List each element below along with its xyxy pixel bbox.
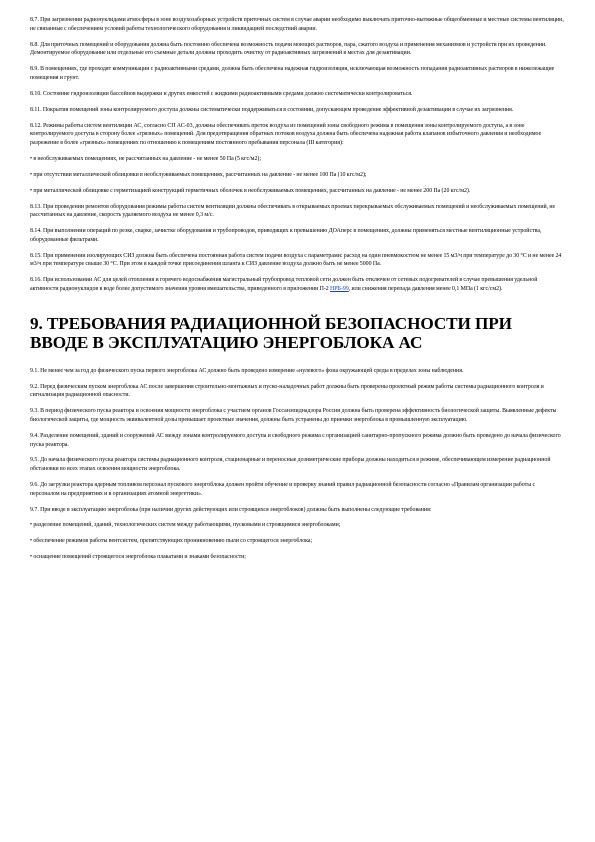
section-8-paragraph: • в необслуживаемых помещениях, не рассчитанных на давление - не менее 50 Па (5 кгс/м2);: [30, 155, 261, 162]
section-9-paragraph: 9.1. Не менее чем за год до физического пуска первого энергоблока АС должно быть проведено измерение «нулевого» фона окружающей среды в пределах зоны наблюдения.: [30, 367, 464, 374]
section-9-paragraph: • обеспечение режимов работы вентсистем, препятствующих проникновению пыли со строящегося энергоблока;: [30, 538, 313, 545]
section-8-paragraph: 8.15. При применении изолирующих СИЗ должна быть обеспечена постоянная работа систем подачи воздуха с параметрами: расход на один пневмокостюм не менее 15 м3/ч при температуре до 30 °С и не менее 24 м3/ч при температуре свыше 30 °С. При этом в каждой точке присоединения шланга к СИЗ давление воздуха должно быть не менее 5000 Па.: [30, 252, 562, 268]
section-9-heading: 9. ТРЕБОВАНИЯ РАДИАЦИОННОЙ БЕЗОПАСНОСТИ ПРИ ВВОДЕ В ЭКСПЛУАТАЦИЮ ЭНЕРГОБЛОКА АС: [30, 313, 512, 353]
section-9-paragraph: • разделение помещений, зданий, технологических систем между работающими, пусковыми и строящимися энергоблоками;: [30, 522, 341, 529]
section-9-paragraph: 9.3. В период физического пуска реактора и освоения мощности энергоблока с участием органов Госсанэпиднадзора России должна быть проверена эффективность биологической защиты. Выявленные дефекты биологической защиты, где мощность эквивалентной дозы превышает проектные значения, должны быть устранены до приемки энергоблока в промышленную эксплуатацию.: [30, 408, 557, 423]
section-8-paragraph: 8.12. Режимы работы систем вентиляции АС, согласно СП АС-03, должны обеспечивать преток воздуха из помещений зоны свободного режима в помещения зоны контролируемого доступа, а в зоне контролируемого доступа в сторону более «грязных» помещений. Для предотвращения обратных потоков воздуха должна быть обеспечена надежная работа клапанов избыточного давления и необходимое разрежение в более «грязных» помещениях по отношению к помещениям постоянного пребывания персонала (III категория):: [30, 122, 542, 146]
section-8-paragraph: 8.10. Состояние гидроизоляции бассейнов выдержки и других емкостей с жидкими радиоактивными средами должно систематически контролироваться.: [30, 90, 413, 97]
section-8-paragraph: 8.14. При выполнении операций по резке, сварке, зачистке оборудования и трубопроводов, приводящих к превышению ДОАперс в помещениях, должны применяться местные вентиляционные устройства, оборудованные фильтрами.: [30, 228, 542, 243]
nrb-99-link[interactable]: НРБ-99: [330, 286, 349, 293]
section-9-paragraph: • оснащение помещений строящегося энергоблока плакатами и знаками безопасности;: [30, 554, 246, 561]
section-8-paragraph: 8.11. Покрытия помещений зоны контролируемого доступа должны систематически поддерживаться в состоянии, допускающем проведение эффективной дезактивации в случае их загрязнения.: [30, 106, 514, 113]
section-8-paragraph: • при металлической облицовке с герметизацией конструкций герметичных оболочек в необслуживаемых помещениях, рассчитанных на давление - не менее 200 Па (20 кгс/м2).: [30, 187, 471, 194]
section-8-paragraph: 8.16. При использовании АС для целей отопления и горячего водоснабжения магистральный трубопровод тепловой сети должен быть отключен от сетевых подогревателей в случае превышения удельной активности радионуклидов в воде более допустимого значения уровня вмешательства, приведенного в приложении П-2 НРБ-99, или снижения перепада давления менее 0,1 МПа (1 кгс/см2).: [30, 277, 538, 293]
section-8-paragraph: • при отсутствии металлической облицовки в необслуживаемых помещениях, рассчитанных на давление - не менее 100 Па (10 кгс/м2);: [30, 171, 367, 178]
section-9-paragraph: 9.4. Разделение помещений, зданий и сооружений АС между зонами контролируемого доступа и свободного режима с организацией санитарно-пропускного режима должно быть проведено до начала физического пуска реактора.: [30, 432, 561, 448]
section-9-paragraph: 9.6. До загрузки реактора ядерным топливом персонал пускового энергоблока должен пройти обучение и проверку знаний правил радиационной безопасности согласно «Правилам организации работы с персоналом на предприятиях и в организациях атомной энергетики».: [30, 481, 536, 497]
section-8-paragraph: 8.7. При загрязнении радионуклидами атмосферы в зоне воздухозаборных устройств приточных систем в случае аварии необходимо выключать приточно-вытяжные общеобменные и местные системы вентиляции, не связанные с обеспечением условий работы технологического оборудования и ликвидацией последствий аварии.: [30, 17, 564, 32]
section-9-paragraph: 9.2. Перед физическим пуском энергоблока АС после завершения строительно-монтажных и пуско-наладочных работ должны быть проверены проектный режим работы системы радиационного контроля и сигнализация радиационной опасности.: [30, 383, 544, 399]
section-9-paragraph: 9.5. До начала физического пуска реактора системы радиационного контроля, стационарные и переносные дозиметрические приборы должны находиться в режиме, обеспечивающем измерение радиационной обстановки во всех этапах освоения мощности энергоблока.: [30, 457, 551, 473]
section-8-paragraph: 8.8. Для приточных помещений и оборудования должна быть постоянно обеспечена возможность подачи моющих растворов, пара, сжатого воздуха и применения механизмов и устройств при их проведении. Демонтируемое оборудование или отдельные его съемные детали должны проходить очистку от радиоактивных загрязнений в местах для дезактивации.: [30, 41, 547, 57]
section-8-paragraph: 8.9. В помещениях, где проходят коммуникации с радиоактивными средами, должна быть обеспечена надежная гидроизоляция, исключающая возможность попадания радиоактивных растворов в нижележащие помещения и грунт.: [30, 66, 555, 81]
section-9-paragraphs: [30, 367, 565, 562]
section-8-paragraph: 8.13. При проведении ремонтов оборудования режимы работы систем вентиляции должны обеспечивать в открываемых проемах перекрываемых обслуживаемых помещений и необслуживаемых помещений, не рассчитанных на давление, скорость удаляемого воздуха не менее 0,3 м/с.: [30, 203, 556, 219]
section-9-paragraph: 9.7. При вводе в эксплуатацию энергоблока (при наличии других действующих или строящихся энергоблоков) должны быть выполнены следующие требования:: [30, 506, 432, 513]
section-8-paragraphs: [30, 0, 565, 294]
